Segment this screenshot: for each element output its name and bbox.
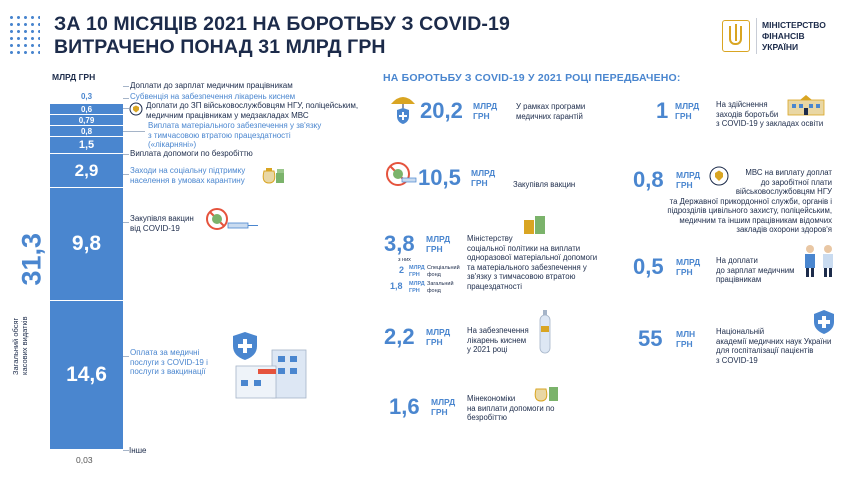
item-medical-bonus-value: 0,5 <box>633 254 664 279</box>
school-building-icon <box>786 94 826 116</box>
item-medical-guarantees-desc: У рамках програми медичних гарантій <box>516 102 586 121</box>
sub-general-fund-desc: Загальний фонд <box>427 281 454 294</box>
money-stack-icon <box>522 214 548 236</box>
item-economy-value: 1,6 <box>389 394 420 419</box>
caption-mvs: Доплати до ЗП військовослужбовцям НГУ, поліцейським, медичним працівникам у медзакладах МВС <box>146 101 359 120</box>
total-label: Загальний обсяг касових видатків <box>11 316 29 375</box>
other-value: 0,03 <box>76 455 93 465</box>
item-economy-desc: Мінекономіки на виплати допомоги по безробіттю <box>467 394 555 422</box>
decor-dots <box>8 14 40 54</box>
item-education-value: 1 <box>656 98 669 123</box>
trident-logo-icon <box>722 20 750 52</box>
segment-social-support: 2,9 <box>50 154 123 187</box>
sub-special-fund-value: 2 <box>399 265 405 275</box>
item-medical-bonus-desc: На доплати до зарплат медичним працівникам <box>716 256 795 284</box>
segment-unemployment: 1,5 <box>50 137 123 153</box>
oxygen-cylinder-icon <box>538 310 552 354</box>
section-title: НА БОРОТЬБУ З COVID-19 У 2021 РОЦІ ПЕРЕДБАЧЕНО: <box>383 72 681 84</box>
title-line-1: ЗА 10 МІСЯЦІВ 2021 НА БОРОТЬБУ З COVID-19 <box>54 13 510 35</box>
unit-label: МЛРД ГРН <box>52 72 96 82</box>
hospital-icon <box>232 330 312 400</box>
item-vaccines-desc: Закупівля вакцин <box>513 180 576 189</box>
caption-vaccines: Закупівля вакцин від COVID-19 <box>130 214 194 233</box>
logo-divider <box>756 18 757 54</box>
segment-oxygen: 0,6 <box>50 104 123 114</box>
item-medical-guarantees-value: 20,2 <box>420 98 463 123</box>
segment-vaccines: 9,8 <box>50 188 123 300</box>
caption-salary-bonus: Доплати до зарплат медичним працівникам <box>130 81 293 90</box>
sub-general-fund-value: 1,8 <box>390 281 403 291</box>
item-oxygen-desc: На забезпечення лікарень киснем у 2021 році <box>467 326 529 354</box>
caption-medical-services: Оплата за медичні послуги з COVID-19 і послуги з вакцинації <box>130 348 208 376</box>
police-emblem-icon <box>129 102 143 116</box>
item-academy-desc: Національній академії медичних наук України для госпіталізації пацієнтів з COVID-19 <box>716 327 832 365</box>
ministry-logo-text: МІНІСТЕРСТВО ФІНАНСІВ УКРАЇНИ <box>762 20 826 52</box>
item-vaccines-value: 10,5 <box>418 165 461 190</box>
item-education-desc: На здійснення заходів боротьби з COVID-19 у закладах освіти <box>716 100 824 128</box>
page-title <box>54 13 510 59</box>
caption-social-support: Заходи на соціальну підтримку населення в умовах карантину <box>130 166 246 185</box>
umbrella-shield-icon <box>389 92 417 126</box>
caption-sick-leave: Виплата матеріального забезпечення у зв'язку з тимчасовою втратою працездатності («лікарняні») <box>148 121 322 149</box>
item-social-policy-value: 3,8 <box>384 231 415 256</box>
sub-label: з них <box>398 257 411 263</box>
item-mvs-value: 0,8 <box>633 167 664 192</box>
segment-salary-bonus: 0,3 <box>50 89 123 103</box>
segment-medical-services: 14,6 <box>50 301 123 449</box>
total-value: 31,3 <box>16 232 47 286</box>
caption-other: Інше <box>129 446 147 455</box>
vaccine-syringe-icon <box>200 206 260 236</box>
stacked-bar <box>50 89 123 451</box>
caption-unemployment: Виплата допомоги по безробіттю <box>130 149 253 158</box>
item-social-policy-desc: Міністерству соціальної політики на виплати одноразової матеріальної допомоги та матеріального забезпечення у зв'язку з тимчасовою втратою працездатності <box>467 234 598 291</box>
caption-oxygen: Субвенція на забезпечення лікарень киснем <box>130 92 296 101</box>
vaccine-icon <box>384 160 418 190</box>
money-bag-icon <box>258 163 286 185</box>
sub-special-fund-desc: Спеціальний фонд <box>427 265 460 278</box>
medical-workers-icon <box>800 244 840 278</box>
item-oxygen-value: 2,2 <box>384 324 415 349</box>
item-academy-value: 55 <box>638 326 663 351</box>
title-line-2: ВИТРАЧЕНО ПОНАД 31 МЛРД ГРН <box>54 36 386 58</box>
item-mvs-desc: МВС на виплату доплат до заробітної плати військовослужбовцям НГУ та Державної прикордонної служби, органів і підрозділів цивільного захисту, поліцейським, медичним та іншим працівникам відомчих закладів охорони здоров'я <box>667 168 832 234</box>
segment-sick-leave: 0,8 <box>50 126 123 136</box>
segment-mvs: 0,79 <box>50 115 123 125</box>
